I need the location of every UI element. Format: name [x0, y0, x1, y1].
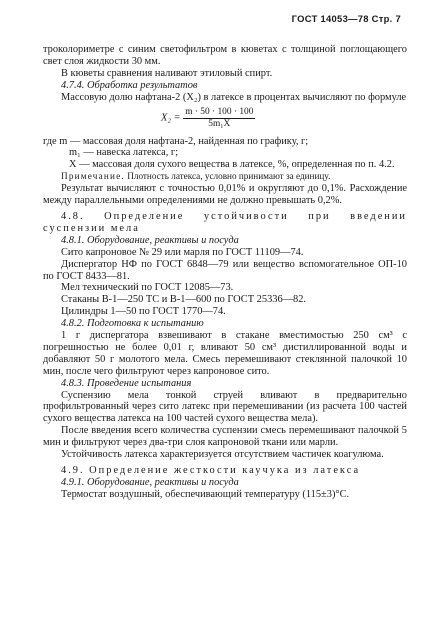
paragraph: троколориметре с синим светофильтром в кюветах с толщиной поглощающего свет слоя жидкости 30 мм.	[43, 44, 407, 67]
page-content	[43, 44, 407, 501]
subsection-heading: 4.8.1. Оборудование, реактивы и посуда	[61, 234, 239, 246]
definition-symbol: m₁	[69, 147, 81, 159]
paragraph: Цилиндры 1—50 по ГОСТ 1770—74.	[61, 306, 226, 318]
formula-definitions	[43, 136, 407, 172]
definition-text: — навеска латекса, г;	[83, 147, 179, 159]
formula-fraction	[183, 107, 255, 130]
page-header: ГОСТ 14053—78 Стр. 7	[291, 13, 401, 24]
paragraph: Термостат воздушный, обеспечивающий температуру (115±3)°С.	[61, 488, 350, 500]
paragraph: Диспергатор НФ по ГОСТ 6848—79 или вещество вспомогательное ОП-10 по ГОСТ 8433—81.	[43, 258, 407, 282]
definition-x	[43, 159, 407, 171]
paragraph: Суспензию мела тонкой струей вливают в предварительно профильтрованный через сито латекс при перемешивании (из расчета 100 частей сухого вещества латекса на 100 частей сухого вещества мела).	[43, 389, 407, 425]
subsection-heading: 4.8.2. Подготовка к испытанию	[61, 318, 204, 330]
definition-symbol: X	[69, 159, 77, 171]
paragraph: Массовую долю нафтана-2 (X₂) в латексе в процентах вычисляют по формуле	[61, 91, 407, 103]
subsection-heading: 4.9.1. Оборудование, реактивы и посуда	[61, 476, 239, 488]
formula-lhs: X₂ =	[161, 112, 181, 124]
subsection-heading: 4.7.4. Обработка результатов	[61, 79, 198, 91]
paragraph: Устойчивость латекса характеризуется отсутствием частичек коагулюма.	[61, 449, 384, 461]
paragraph: 1 г диспергатора взвешивают в стакане вместимостью 250 см³ с погрешностью не более 0,01 г, вливают 50 см³ дистиллированной воды и добавляют 50 г молотого мела. Смесь перемешивают стеклянной палочкой 10 мин, после чего фильтруют через капроновое сито.	[43, 330, 407, 377]
formula	[161, 107, 407, 133]
paragraph: После введения всего количества суспензии смесь перемешивают палочкой 5 мин и фильтруют через два-три слоя капроновой ткани или марли.	[43, 425, 407, 449]
definition-lead: где m	[43, 135, 68, 147]
section-heading: 4.9. Определение жесткости каучука из латекса	[61, 465, 361, 476]
paragraph: Стаканы В-1—250 ТС и В-1—600 по ГОСТ 25336—82.	[61, 294, 307, 306]
definition-m	[43, 136, 407, 148]
paragraph: Результат вычисляют с точностью 0,01% и округляют до 0,1%. Расхождение между параллельными определениями не должно превышать 0,2%.	[43, 183, 407, 207]
formula-numerator: m · 50 · 100 · 100	[185, 106, 254, 117]
definition-text: — массовая доля сухого вещества в латексе, %, определенная по п. 4.2.	[79, 159, 395, 171]
paragraph: Мел технический по ГОСТ 12085—73.	[61, 282, 234, 294]
subsection-heading: 4.8.3. Проведение испытания	[61, 377, 192, 389]
section-heading: 4.8. Определение устойчивости при введении суспензии мела	[43, 210, 407, 234]
note-text: Плотность латекса, условно принимают за единицу.	[127, 171, 331, 182]
paragraph: Сито капроновое № 29 или марля по ГОСТ 11109—74.	[61, 246, 304, 258]
definition-m1	[43, 147, 407, 159]
definition-text: — массовая доля нафтана-2, найденная по графику, г;	[69, 135, 309, 147]
note-heading: Примечание.	[61, 171, 125, 182]
paragraph: В кюветы сравнения наливают этиловый спирт.	[61, 67, 273, 79]
note	[43, 171, 407, 183]
formula-denominator: 5m₁X	[208, 118, 231, 129]
